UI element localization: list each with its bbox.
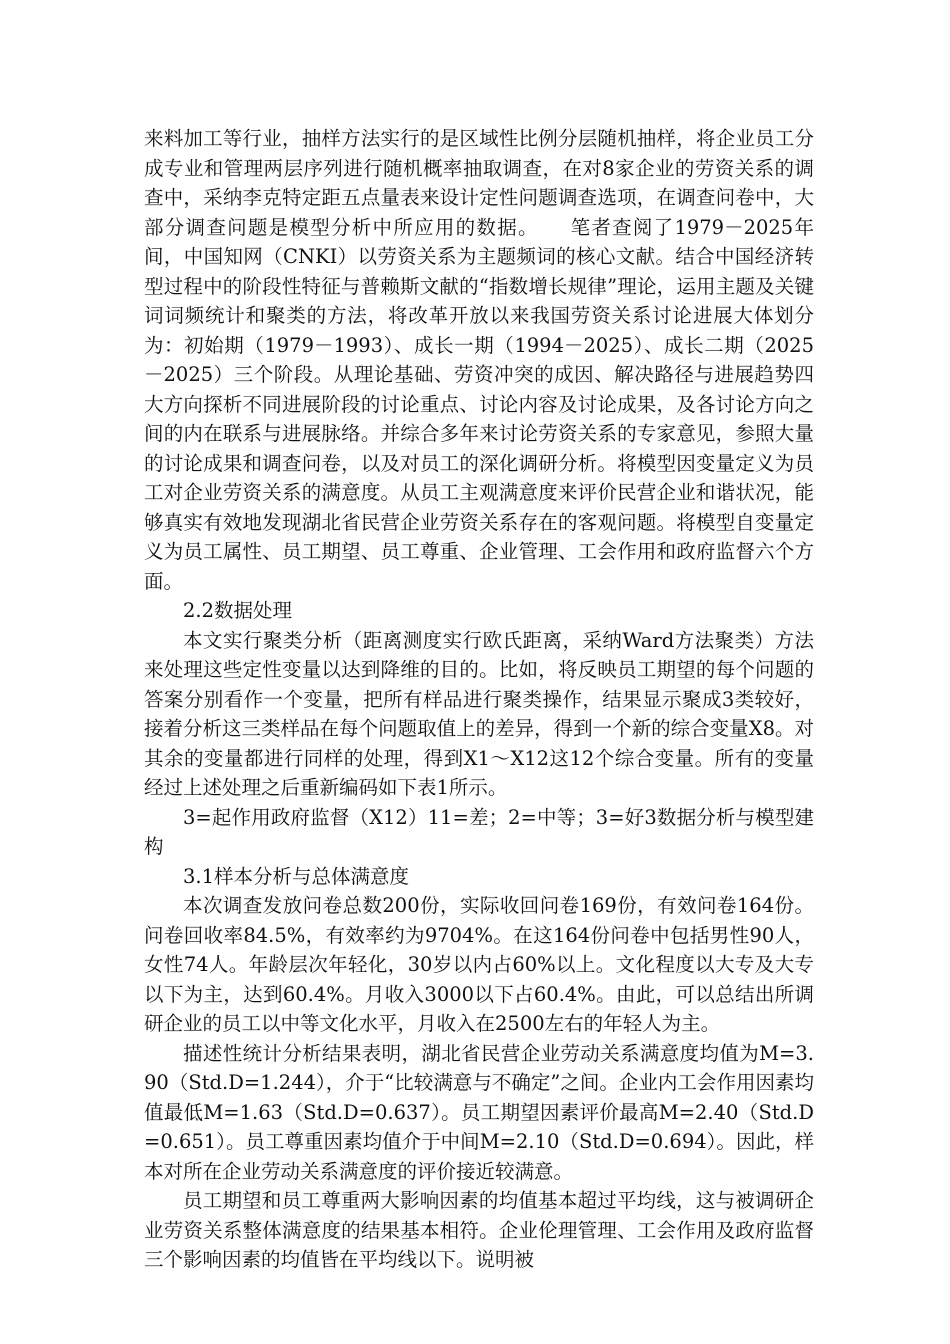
paragraph-continued: 来料加工等行业，抽样方法实行的是区域性比例分层随机抽样，将企业员工分成专业和管理两层序列进行随机概率抽取调查，在对8家企业的劳资关系的调查中，采纳李克特定距五点量表来设计定性问题调查选项，在调查问卷中，大部分调查问题是模型分析中所应用的数据。 笔者查阅了1979－2025年间，中国知网（CNKI）以劳资关系为主题频词的核心文献。结合中国经济转型过程中的阶段性特征与普赖斯文献的“指数增长规律”理论，运用主题及关键词词频统计和聚类的方法，将改革开放以来我国劳资关系讨论进展大体划分为：初始期（1979－1993）、成长一期（1994－2025）、成长二期（2025－2025）三个阶段。从理论基础、劳资冲突的成因、解决路径与进展趋势四大方向探析不同进展阶段的讨论重点、讨论内容及讨论成果，及各讨论方向之间的内在联系与进展脉络。并综合多年来讨论劳资关系的专家意见，参照大量的讨论成果和调查问卷，以及对员工的深化调研分析。将模型因变量定义为员工对企业劳资关系的满意度。从员工主观满意度来评价民营企业和谐状况，能够真实有效地发现湖北省民营企业劳资关系存在的客观问题。将模型自变量定义为员工属性、员工期望、员工尊重、企业管理、工会作用和政府监督六个方面。 [144,127,814,593]
document-body [144,124,814,1275]
paragraph-table-note: 3=起作用政府监督（X12）11=差；2=中等；3=好3数据分析与模型建构 [144,805,814,858]
section-heading-sample-analysis: 3.1样本分析与总体满意度 [183,864,410,888]
paragraph-factors: 员工期望和员工尊重两大影响因素的均值基本超过平均线，这与被调研企业劳资关系整体满意度的结果基本相符。企业伦理管理、工会作用及政府监督三个影响因素的均值皆在平均线以下。说明被 [144,1189,814,1271]
paragraph-clustering: 本文实行聚类分析（距离测度实行欧氏距离，采纳Ward方法聚类）方法来处理这些定性变量以达到降维的目的。比如，将反映员工期望的每个问题的答案分别看作一个变量，把所有样品进行聚类操作，结果显示聚成3类较好，接着分析这三类样品在每个问题取值上的差异，得到一个新的综合变量X8。对其余的变量都进行同样的处理，得到X1～X12这12个综合变量。所有的变量经过上述处理之后重新编码如下表1所示。 [144,628,814,799]
section-heading-data-processing: 2.2数据处理 [183,599,293,622]
paragraph-descriptive-stats: 描述性统计分析结果表明，湖北省民营企业劳动关系满意度均值为M=3.90（Std.D=1.244），介于“比较满意与不确定”之间。企业内工会作用因素均值最低M=1.63（Std.D=0.637）。员工期望因素评价最高M=2.40（Std.D=0.651）。员工尊重因素均值介于中间M=2.10（Std.D=0.694）。因此，样本对所在企业劳动关系满意度的评价接近较满意。 [144,1041,814,1183]
paragraph-sample: 本次调查发放问卷总数200份，实际收回问卷169份，有效问卷164份。问卷回收率84.5%，有效率约为9704%。在这164份问卷中包括男性90人，女性74人。年龄层次年轻化，30岁以内占60%以上。文化程度以大专及大专以下为主，达到60.4%。月收入3000以下占60.4%。由此，可以总结出所调研企业的员工以中等文化水平，月收入在2500左右的年轻人为主。 [144,894,814,1035]
